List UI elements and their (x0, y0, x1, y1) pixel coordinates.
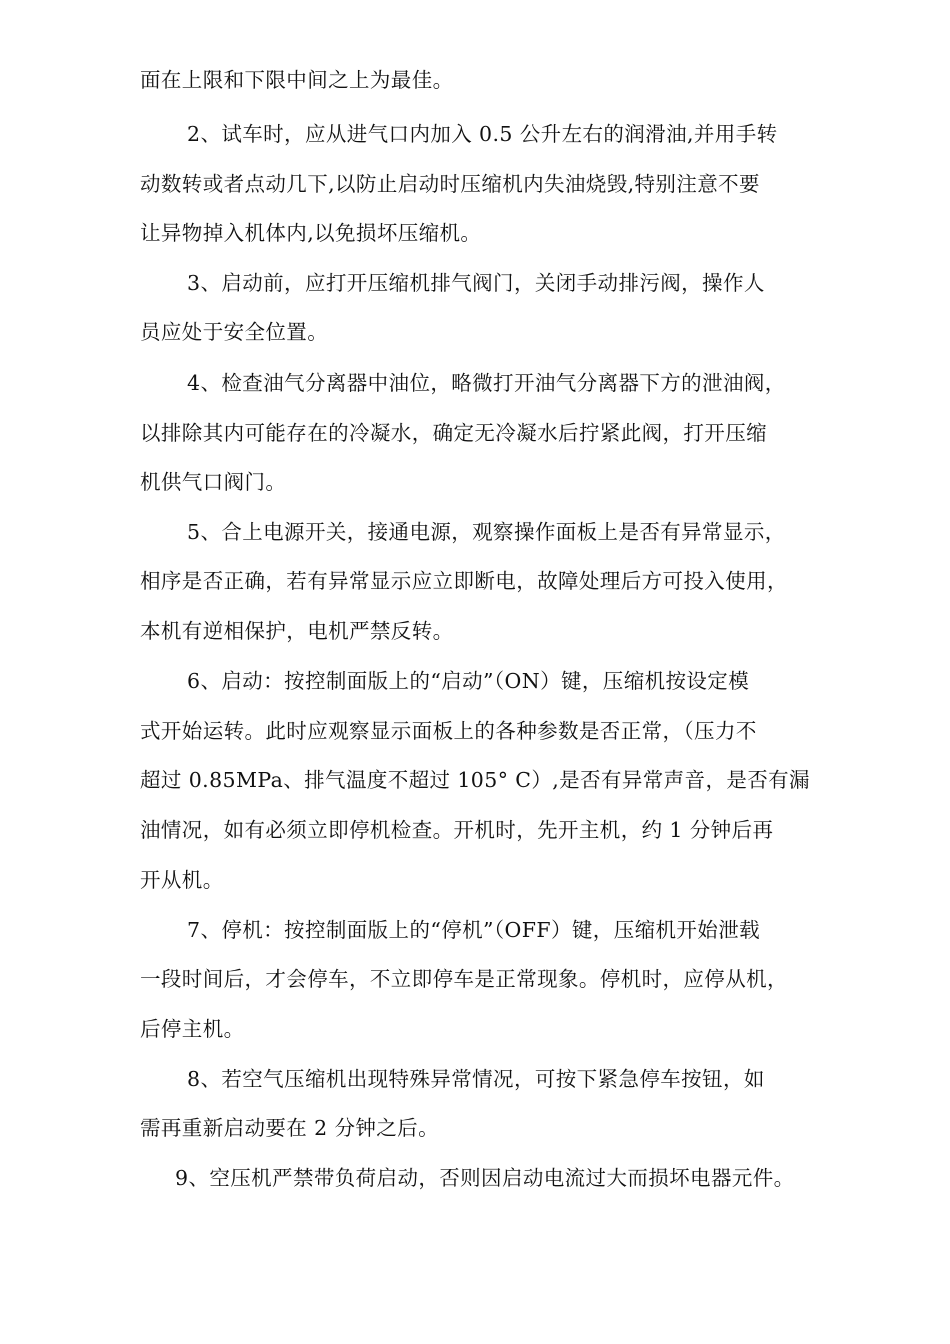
text-line: 式开始运转。此时应观察显示面板上的各种参数是否正常，（压力不 (140, 719, 757, 743)
text-line: 需再重新启动要在 2 分钟之后。 (140, 1116, 439, 1140)
text-line: 机供气口阀门。 (140, 470, 287, 494)
item-4-line: 4、检查油气分离器中油位，略微打开油气分离器下方的泄油阀， (187, 371, 786, 395)
text-line: 开从机。 (140, 868, 224, 892)
text-line: 后停主机。 (140, 1017, 245, 1041)
item-6-line: 6、启动：按控制面版上的“启动”（ON）键，压缩机按设定模 (187, 669, 750, 693)
text-line: 油情况，如有必须立即停机检查。开机时，先开主机，约 1 分钟后再 (140, 818, 774, 842)
item-5-line: 5、合上电源开关，接通电源，观察操作面板上是否有异常显示， (187, 520, 786, 544)
item-3-line: 3、启动前，应打开压缩机排气阀门，关闭手动排污阀，操作人 (187, 271, 765, 295)
text-line: 以排除其内可能存在的冷凝水，确定无冷凝水后拧紧此阀，打开压缩 (140, 421, 767, 445)
text-line: 员应处于安全位置。 (140, 320, 329, 344)
item-8-line: 8、若空气压缩机出现特殊异常情况，可按下紧急停车按钮，如 (187, 1067, 765, 1091)
text-line: 面在上限和下限中间之上为最佳。 (140, 68, 454, 92)
item-2-line: 2、试车时，应从进气口内加入 0.5 公升左右的润滑油,并用手转 (187, 122, 778, 146)
item-9-line: 9、空压机严禁带负荷启动，否则因启动电流过大而损坏电器元件。 (175, 1166, 795, 1190)
text-line: 一段时间后，才会停车，不立即停车是正常现象。停机时，应停从机， (140, 967, 788, 991)
text-line: 超过 0.85MPa、排气温度不超过 105° C）,是否有异常声音，是否有漏 (140, 768, 810, 792)
text-line: 让异物掉入机体内,以免损坏压缩机。 (140, 221, 482, 245)
text-line: 相序是否正确，若有异常显示应立即断电，故障处理后方可投入使用， (140, 569, 788, 593)
item-7-line: 7、停机：按控制面版上的“停机”（OFF）键，压缩机开始泄载 (187, 918, 761, 942)
text-line: 本机有逆相保护，电机严禁反转。 (140, 619, 454, 643)
text-line: 动数转或者点动几下,以防止启动时压缩机内失油烧毁,特别注意不要 (140, 172, 760, 196)
